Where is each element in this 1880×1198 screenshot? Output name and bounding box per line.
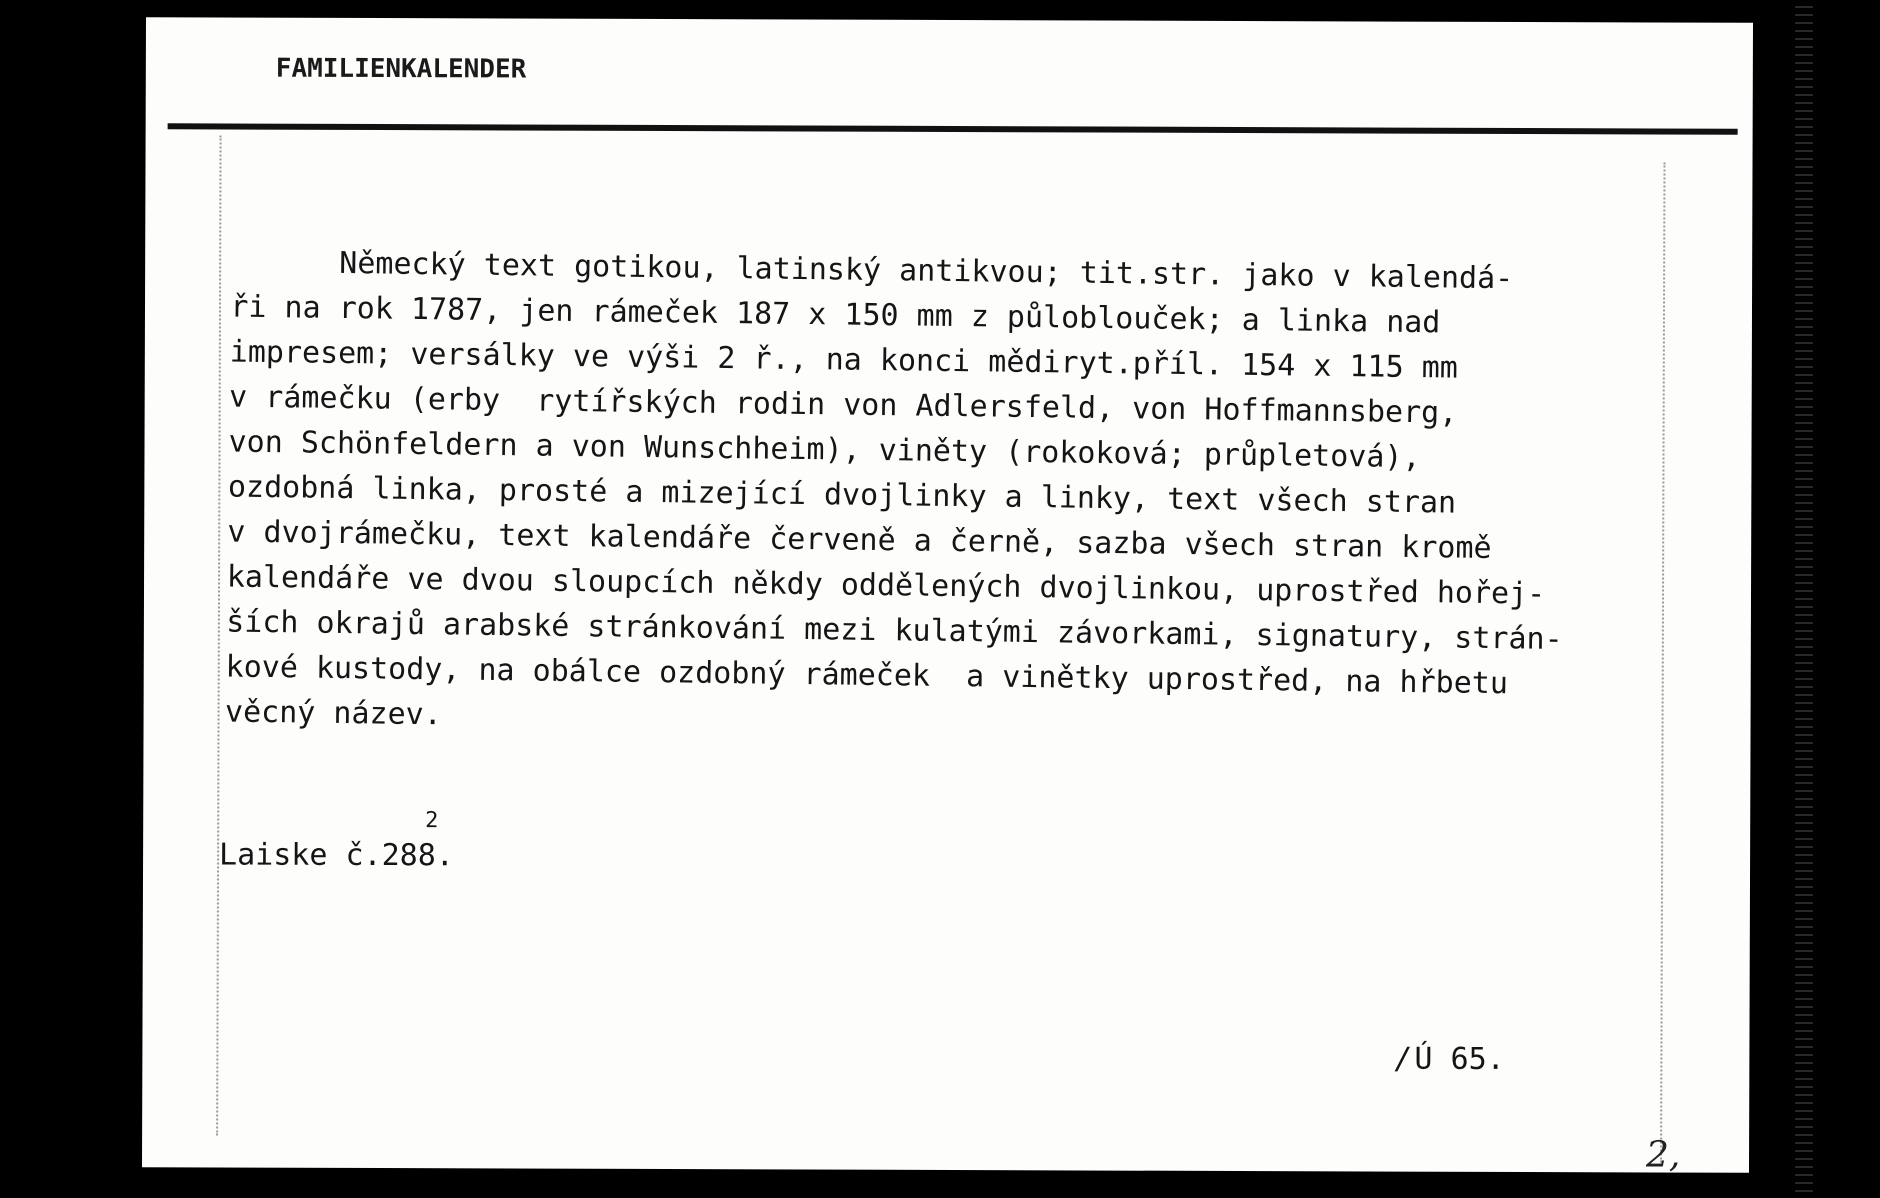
catalog-card: [142, 17, 1753, 1176]
text-line: v rámečku (erby rytířských rodin von Adlersfeld, von Hoffmannsberg,: [228, 379, 1458, 431]
text-line: kové kustody, na obálce ozdobný rámeček a vinětky uprostřed, na hřbetu: [225, 649, 1509, 702]
text-line: v dvojrámečku, text kalendáře červeně a černě, sazba všech stran kromě: [227, 514, 1492, 567]
catalog-number-text: Ú 65.: [1414, 1041, 1505, 1077]
text-line: kalendáře ve dvou sloupcích někdy oddělených dvojlinkou, uprostřed hořej-: [226, 559, 1546, 612]
scanner-edge: [1795, 0, 1813, 1198]
text-line: Německý text gotikou, latinský antikvou; tit.str. jako v kalendá-: [230, 244, 1514, 297]
corner-handwritten-mark: 2,: [1645, 1134, 1681, 1176]
text-line: von Schönfeldern a von Wunschheim), viněty (rokoková; průpletová),: [228, 424, 1421, 476]
catalog-number: [1394, 1042, 1504, 1077]
text-line: ších okrajů arabské stránkování mezi kulatými závorkami, signatury, strán-: [226, 604, 1563, 657]
text-line: ři na rok 1787, jen rámeček 187 x 150 mm z půloblouček; a linka nad: [230, 289, 1441, 341]
reference-note: [219, 808, 454, 874]
reference-text: Laiske č.288.: [219, 837, 454, 874]
heading-rule: [168, 123, 1738, 134]
text-line: impresem; versálky ve výši 2 ř., na konci mědiryt.příl. 154 x 115 mm: [229, 334, 1459, 386]
description-text: [225, 239, 1701, 753]
handwritten-correction: 2: [425, 808, 439, 834]
card-heading: FAMILIENKALENDER: [275, 53, 527, 85]
catalog-mark: /: [1394, 1041, 1413, 1077]
text-line: ozdobná linka, prosté a mizející dvojlinky a linky, text všech stran: [227, 469, 1457, 521]
text-line: věcný název.: [224, 694, 443, 733]
left-margin-line: [216, 135, 221, 1135]
